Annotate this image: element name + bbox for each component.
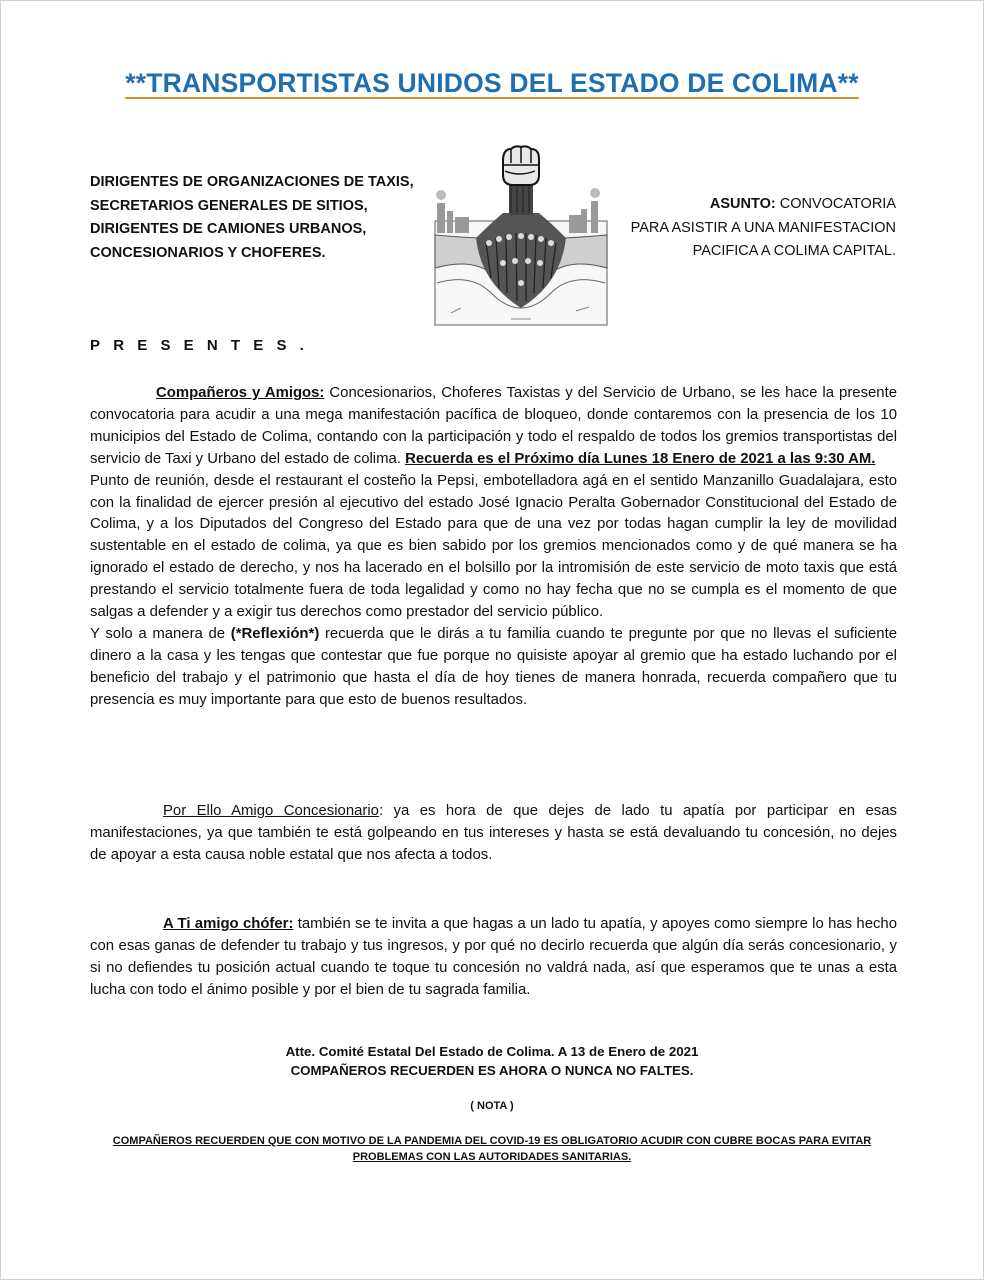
subject-line: PARA ASISTIR A UNA MANIFESTACION xyxy=(630,219,896,236)
signature-line: COMPAÑEROS RECUERDEN ES AHORA O NUNCA NO FALTES. xyxy=(290,1063,694,1078)
paragraph-meeting-point: Punto de reunión, desde el restaurant el costeño la Pepsi, embotelladora agá en el sentido Manzanillo Guadalajara, esto con la finalidad de ejercer presión al ejecutivo del estado José Ignacio Peralta Gobernador Constitucional del Estado de Colima, y a los Diputados del Congreso del Estado para que de una vez por todas hagan cumplir la ley de movilidad sustentable en el estado de colima, ya que es bien sabido por los gremios mencionados como y de qué manera se ha ignorado el estado de derecho, y nos ha lacerado en el bolsillo por la intromisión de este servicio de moto taxis que está prestando el servicio totalmente fuera de toda legalidad y como no hay fecha que no se cumpla es el momento de que salgas a defender y a exigir tus derechos como prestador del servicio público. xyxy=(90,472,897,621)
addressee-line: CONCESIONARIOS Y CHOFERES. xyxy=(90,244,326,261)
paragraph-text: Concesionarios, Choferes Taxistas y del Servicio de Urbano, se les hace la presente convocatoria para acudir a una mega manifestación pacífica de bloqueo, donde contaremos con la presencia de los 10 municipios del Estado de Colima, contando con la participación y todo el respaldo de todos los gremios transportistas del servicio de Taxi y Urbano del estado de colima. xyxy=(90,385,897,467)
covid-notice-line: COMPAÑEROS RECUERDEN QUE CON MOTIVO DE LA PANDEMIA DEL COVID-19 ES OBLIGATORIO ACUDIR CON CUBRE BOCAS PARA EVITAR xyxy=(112,1135,872,1147)
greeting-presentes: PRESENTES. xyxy=(90,337,318,354)
paragraph-text: también se te invita a que hagas a un lado tu apatía, y apoyes como siempre lo has hecho con esas ganas de defender tu trabajo y tus ingresos, y por qué no decirlo recuerda que algún día serás concesionario, y si no defiendes tu posición actual cuando te toque tu concesión no valdrá nada, así que esperamos que te unas a esta lucha con todo el ánimo posible y por el bien de tu sagrada familia. xyxy=(90,916,897,998)
signature-block xyxy=(0,1042,984,1080)
document-title: **TRANSPORTISTAS UNIDOS DEL ESTADO DE COLIMA** xyxy=(125,68,859,98)
paragraph-chofer xyxy=(90,914,897,1002)
paragraph-text: recuerda que le dirás a tu familia cuando te pregunte por que no llevas el suficiente dinero a la casa y les tengas que contestar que fue porque no quisiste apoyar al gremio que ha estado luchando por el beneficio del trabajo y el patrimonio que hasta el día de hoy tienes de manera honrada, recuerda compañero que tu presencia es muy importante para que esto de buenos resultados. xyxy=(90,625,898,708)
paragraph-lead: Compañeros y Amigos: xyxy=(156,385,325,401)
covid-notice xyxy=(0,1133,984,1165)
paragraph-text: Y solo a manera de xyxy=(90,625,231,642)
subject-label: ASUNTO: xyxy=(709,196,776,212)
paragraph-convocatoria xyxy=(90,383,897,712)
note-heading: ( NOTA ) xyxy=(470,1100,514,1112)
subject-line: PACIFICA A COLIMA CAPITAL. xyxy=(692,243,896,259)
subject-line: CONVOCATORIA xyxy=(775,196,896,212)
raised-fist-crowd-illustration xyxy=(431,143,611,328)
addressee-line: SECRETARIOS GENERALES DE SITIOS, xyxy=(90,197,368,214)
subject-block xyxy=(596,193,896,264)
addressee-line: DIRIGENTES DE CAMIONES URBANOS, xyxy=(90,221,367,237)
addressee-line: DIRIGENTES DE ORGANIZACIONES DE TAXIS, xyxy=(90,174,414,190)
signature-line: Atte. Comité Estatal Del Estado de Colima. A 13 de Enero de 2021 xyxy=(285,1044,699,1059)
covid-notice-line: PROBLEMAS CON LAS AUTORIDADES SANITARIAS. xyxy=(352,1151,632,1163)
paragraph-lead: Por Ello Amigo Concesionario xyxy=(163,803,379,819)
addressees-block xyxy=(90,171,414,265)
paragraph-lead: A Ti amigo chófer: xyxy=(163,916,294,932)
event-date: Recuerda es el Próximo día Lunes 18 Enero de 2021 a las 9:30 AM. xyxy=(405,450,876,467)
reflection-label: (*Reflexión*) xyxy=(230,625,320,642)
paragraph-text: : ya es hora de que dejes de lado tu apatía por participar en esas manifestaciones, ya que también te está golpeando en tus intereses y hasta se está devaluando tu concesión, no dejes de apoyar a esta causa noble estatal que nos afecta a todos. xyxy=(90,803,897,863)
paragraph-concesionario xyxy=(90,801,897,867)
illustration-reflection xyxy=(431,330,611,375)
